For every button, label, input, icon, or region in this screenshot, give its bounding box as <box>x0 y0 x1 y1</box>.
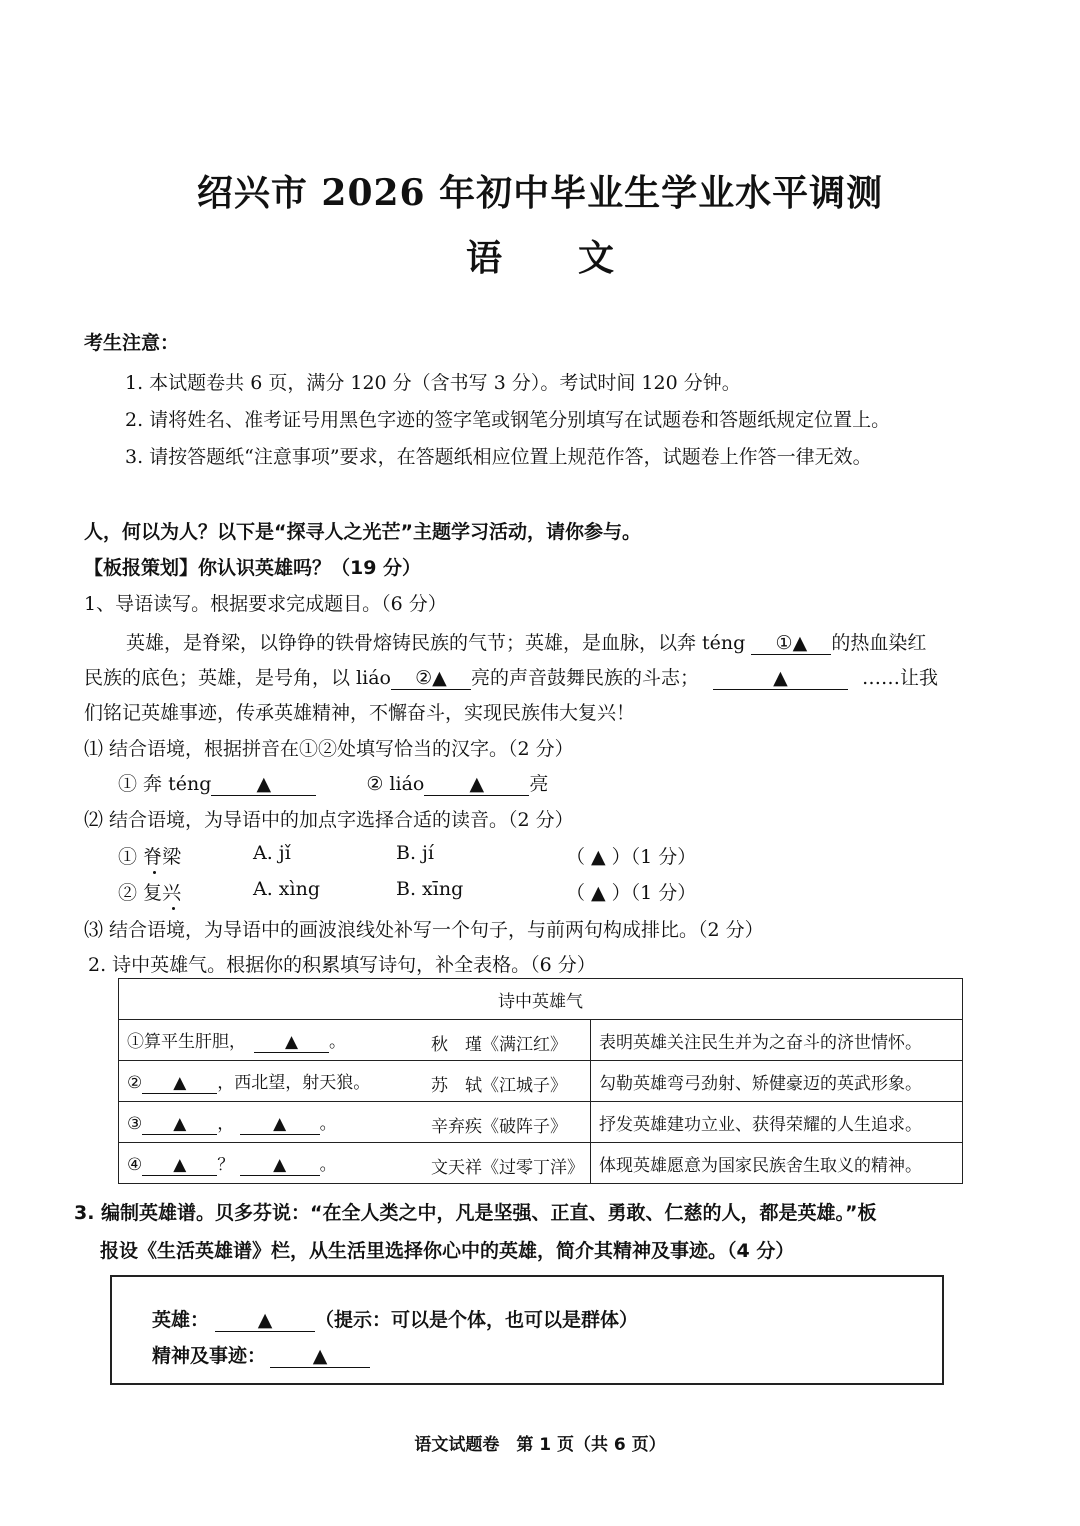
passage-line: 民族的底色；英雄，是号角，以 liáo ②▲ 亮的声音鼓舞民族的斗志； ▲ ……让我 <box>84 667 938 689</box>
poem-table <box>118 978 963 1184</box>
notice-item: 3. 请按答题纸“注意事项”要求，在答题纸相应位置上规范作答，试题卷上作答一律无效。 <box>125 446 872 468</box>
q1-sub1-answers: ① 奔 téng ▲ ② liáo ▲ 亮 <box>118 773 549 795</box>
notice-item: 1. 本试题卷共 6 页，满分 120 分（含书写 3 分）。考试时间 120 分钟。 <box>125 372 741 394</box>
table-header: 诗中英雄气 <box>119 979 963 1020</box>
hero-line: 英雄： ▲ （提示：可以是个体，也可以是群体） <box>152 1309 639 1331</box>
answer-blank[interactable]: ▲ <box>211 774 316 796</box>
subject-char: 文 <box>578 237 615 279</box>
page-footer: 语文试题卷 第 1 页（共 6 页） <box>414 1435 666 1455</box>
answer-blank[interactable]: ①▲ <box>751 633 831 655</box>
table-row: ①算平生肝胆， ▲ 。 秋 瑾《满江红》 表明英雄关注民生并为之奋斗的济世情怀。 <box>119 1020 963 1061</box>
q1-sub2-row: ② 复兴 A. xìng B. xīng （ ▲ ）（1 分） <box>118 878 697 904</box>
q1-sub1: ⑴ 结合语境，根据拼音在①②处填写恰当的汉字。（2 分） <box>84 738 574 760</box>
answer-blank[interactable]: ▲ <box>270 1346 370 1368</box>
notice-item: 2. 请将姓名、准考证号用黑色字迹的签字笔或钢笔分别填写在试题卷和答题纸规定位置上。 <box>125 409 891 431</box>
answer-box <box>110 1275 944 1385</box>
answer-blank[interactable]: ▲ <box>142 1156 217 1176</box>
intro: 人，何以为人？以下是“探寻人之光芒”主题学习活动，请你参与。 <box>84 521 641 543</box>
table-row: ④ ▲ ？ ▲ 。 文天祥《过零丁洋》 体现英雄愿意为国家民族舍生取义的精神。 <box>119 1143 963 1184</box>
answer-blank[interactable]: ▲ <box>254 1033 329 1053</box>
q2-title: 2. 诗中英雄气。根据你的积累填写诗句，补全表格。（6 分） <box>88 954 596 976</box>
subject-title <box>0 230 1080 281</box>
q1-title: 1、导语读写。根据要求完成题目。（6 分） <box>84 593 447 615</box>
deeds-line: 精神及事迹： ▲ <box>152 1341 370 1368</box>
passage-line: 英雄，是脊梁，以铮铮的铁骨熔铸民族的气节；英雄，是血脉，以奔 téng ①▲ 的热血染红 <box>126 632 927 654</box>
table-desc: 表明英雄关注民生并为之奋斗的济世情怀。 <box>591 1020 963 1061</box>
table-desc: 勾勒英雄弯弓劲射、矫健豪迈的英武形象。 <box>591 1061 963 1102</box>
table-row: ③ ▲ ， ▲ 。 辛弃疾《破阵子》 抒发英雄建功立业、获得荣耀的人生追求。 <box>119 1102 963 1143</box>
table-row: ② ▲ ，西北望，射天狼。 苏 轼《江城子》 勾勒英雄弯弓劲射、矫健豪迈的英武形象。 <box>119 1061 963 1102</box>
answer-blank[interactable]: ▲ <box>142 1115 217 1135</box>
answer-blank[interactable]: ▲ <box>424 774 529 796</box>
answer-blank[interactable]: ▲ <box>142 1074 217 1094</box>
q3-line: 报设《生活英雄谱》栏，从生活里选择你心中的英雄，简介其精神及事迹。（4 分） <box>100 1240 795 1262</box>
section-heading: 【板报策划】你认识英雄吗？（19 分） <box>84 557 422 579</box>
exam-title: 绍兴市 2026 年初中毕业生学业水平调测 <box>196 172 884 214</box>
q3-line: 3. 编制英雄谱。贝多芬说：“在全人类之中，凡是坚强、正直、勇敢、仁慈的人，都是英雄。”板 <box>74 1202 877 1224</box>
q1-sub3: ⑶ 结合语境，为导语中的画波浪线处补写一个句子，与前两句构成排比。（2 分） <box>84 919 764 941</box>
answer-blank[interactable]: ▲ <box>215 1310 315 1332</box>
answer-blank[interactable]: ▲ <box>240 1115 320 1135</box>
answer-blank[interactable]: ②▲ <box>391 668 471 690</box>
passage-line: 们铭记英雄事迹，传承英雄精神，不懈奋斗，实现民族伟大复兴！ <box>84 702 636 724</box>
q1-sub2-row: ① 脊梁 A. jǐ B. jí （ ▲ ）（1 分） <box>118 842 697 868</box>
subject-char: 语 <box>465 237 502 279</box>
answer-blank[interactable]: ▲ <box>713 668 848 690</box>
answer-blank[interactable]: ▲ <box>240 1156 320 1176</box>
q1-sub2: ⑵ 结合语境，为导语中的加点字选择合适的读音。（2 分） <box>84 809 574 831</box>
notice-heading: 考生注意： <box>84 332 180 354</box>
table-desc: 体现英雄愿意为国家民族舍生取义的精神。 <box>591 1143 963 1184</box>
table-desc: 抒发英雄建功立业、获得荣耀的人生追求。 <box>591 1102 963 1143</box>
